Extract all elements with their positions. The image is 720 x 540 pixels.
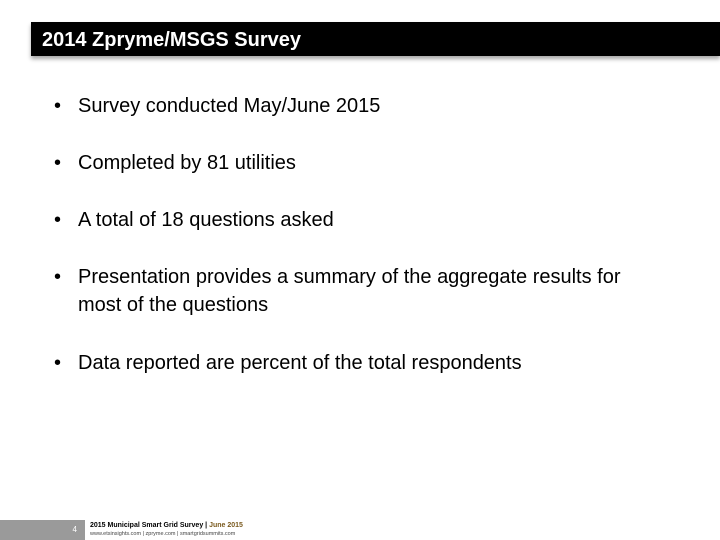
page-number: 4 — [72, 525, 77, 534]
bullet-icon: • — [54, 152, 62, 174]
footer-title — [90, 521, 243, 530]
slide-title: 2014 Zpryme/MSGS Survey — [42, 29, 302, 51]
bullet-icon: • — [54, 95, 62, 117]
bullet-icon: • — [54, 352, 62, 374]
footer-date: June 2015 — [209, 522, 243, 529]
bullet-text: Survey conducted May/June 2015 — [78, 95, 381, 117]
footer-survey-title: 2015 Municipal Smart Grid Survey — [90, 522, 204, 529]
bullet-text: Completed by 81 utilities — [78, 152, 296, 174]
bullet-text: Presentation provides a summary of the aggregate results for most of the questions — [78, 266, 621, 316]
footer-links: www.etsinsights.com | zpryme.com | smartgridsummits.com — [90, 531, 236, 537]
bullet-text: Data reported are percent of the total respondents — [78, 352, 522, 374]
bullet-icon: • — [54, 266, 62, 288]
footer-page-bar — [0, 520, 85, 540]
footer-separator: | — [203, 522, 210, 529]
bullet-text: A total of 18 questions asked — [78, 209, 334, 231]
bullet-icon: • — [54, 209, 62, 231]
